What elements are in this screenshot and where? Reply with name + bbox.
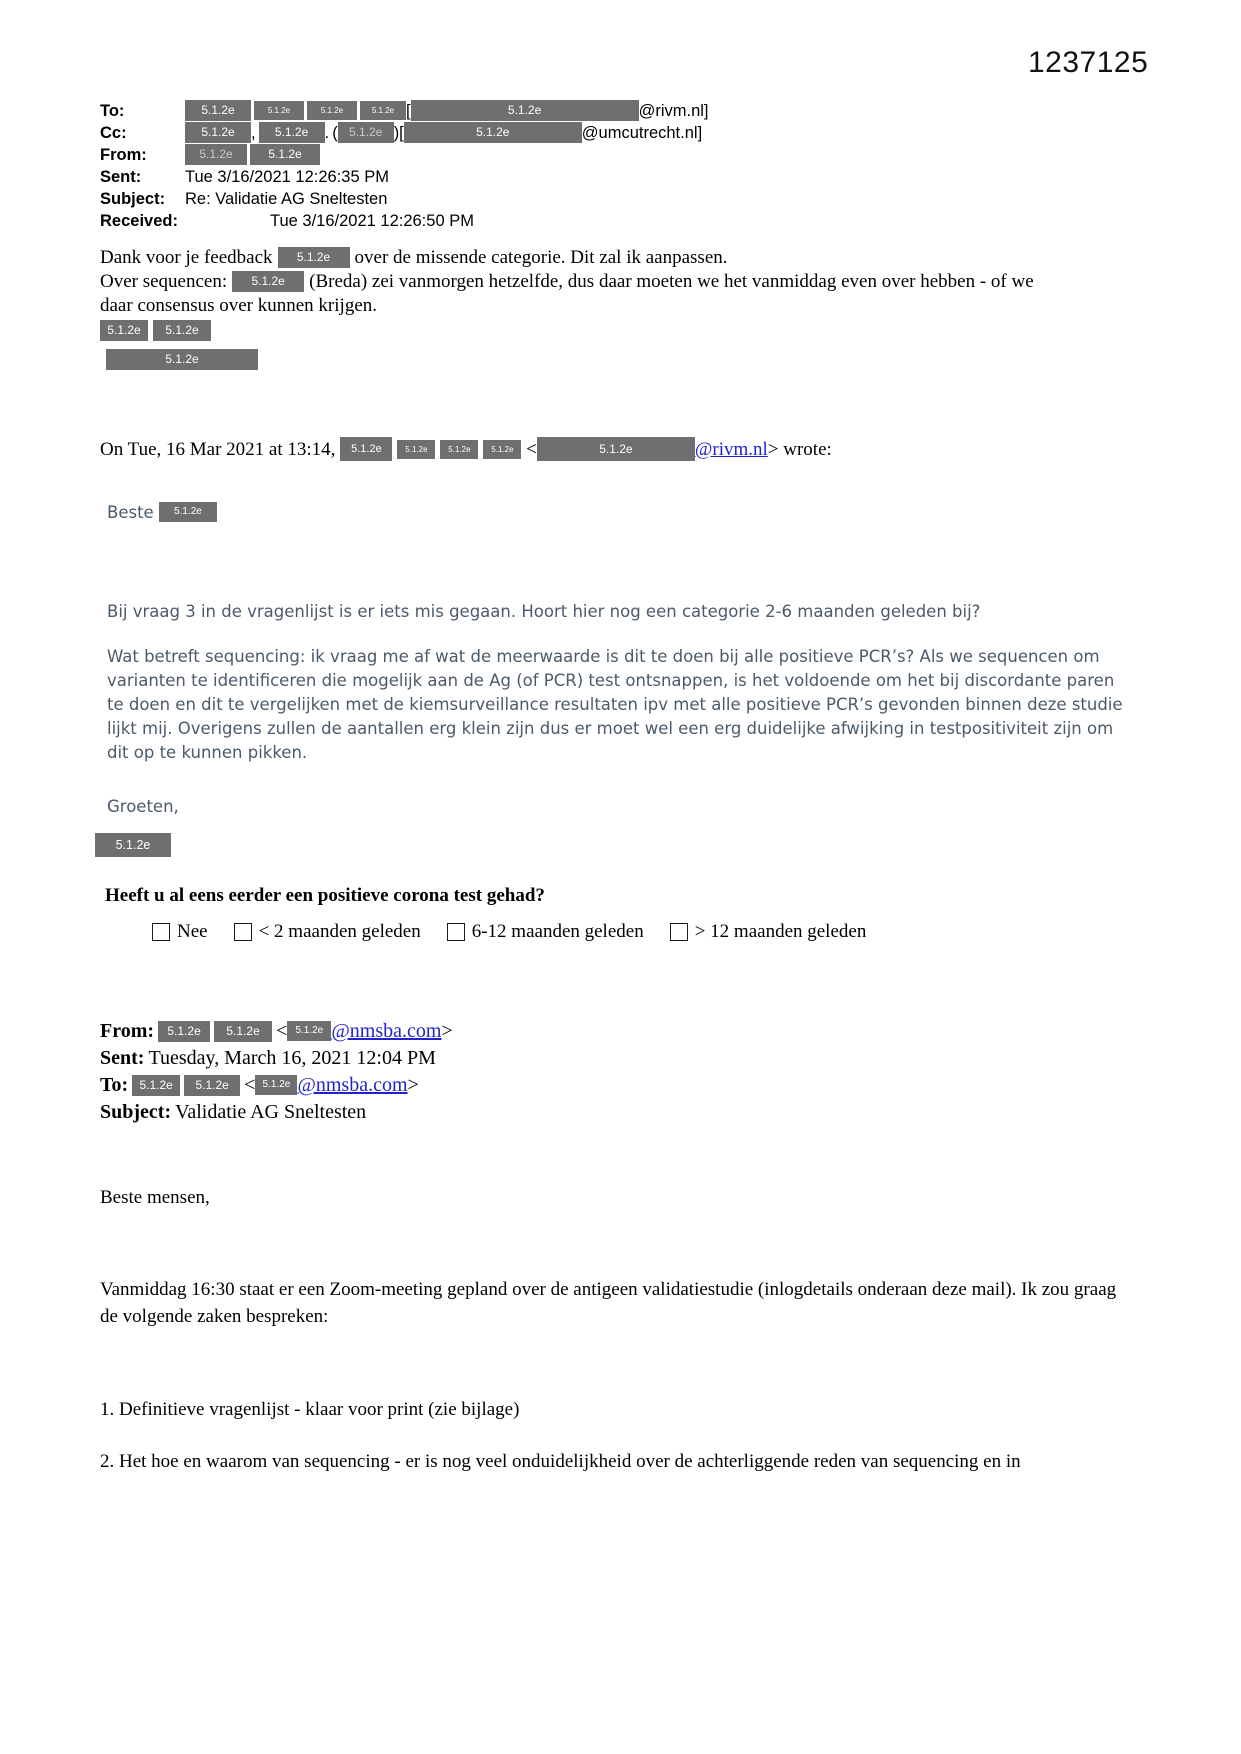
redaction-box: 5.1.2e [360,101,406,120]
option-label: Nee [177,921,208,942]
quoted-paragraph-1: Bij vraag 3 in de vragenlijst is er iets mis gegaan. Hoort hier nog een categorie 2-6 maanden geleden bij? [107,602,981,621]
redaction-box: 5.1.2e [483,440,521,459]
quote-wrote: > wrote: [767,439,832,460]
received-value: Tue 3/16/2021 12:26:50 PM [270,212,474,230]
header-row-cc [100,122,709,144]
redaction-box: 5.1.2e [255,1075,297,1095]
fwd-row-from [100,1018,453,1045]
fwd-to-label: To: [100,1074,129,1096]
redaction-box: 5.1.2e [95,833,171,857]
forwarded-greeting: Beste mensen, [100,1187,210,1208]
body-paragraph-1 [100,246,1110,372]
redaction-box: 5.1.2e [184,1075,240,1096]
fwd-row-sent [100,1045,453,1072]
checkbox-6-12-maanden [447,923,465,941]
forwarded-list-item-2: 2. Het hoe en waarom van sequencing - er is nog veel onduidelijkheid over de achterliggende reden van sequencing en in [100,1451,1021,1472]
cc-open-paren: ( [332,124,338,142]
fwd-sent-label: Sent: [100,1047,145,1069]
fwd-sent-value: Tuesday, March 16, 2021 12:04 PM [148,1047,436,1069]
fwd-from-angle-open: < [276,1020,288,1042]
redaction-box: 5.1.2e [185,144,247,165]
to-domain: @rivm.nl] [638,102,709,120]
redaction-box: 5.1.2e [132,1075,180,1096]
redaction-box: 5.1.2e [338,122,394,143]
document-number: 1237125 [1028,46,1149,79]
body1-line3: daar consensus over kunnen krijgen. [100,295,378,316]
forwarded-list-item-1: 1. Definitieve vragenlijst - klaar voor print (zie bijlage) [100,1399,520,1420]
redaction-box: 5.1.2e [106,349,258,370]
fwd-subject-label: Subject: [100,1101,172,1123]
redaction-box: 5.1.2e [440,440,478,459]
forwarded-email-header [100,1018,453,1126]
sent-label: Sent: [100,168,142,186]
from-label: From: [100,146,147,164]
to-open-bracket: [ [406,102,411,120]
redaction-box: 5.1.2e [537,437,695,461]
fwd-row-subject [100,1099,453,1126]
fwd-to-angle-open: < [244,1074,256,1096]
quoted-paragraph-2: Wat betreft sequencing: ik vraag me af wat de meerwaarde is dit te doen bij alle positieve PCR’s? Als we sequencen om varianten te identificeren die mogelijk aan de Ag (of PCR) test ontsnappen, is het voldoende om het bij discordante paren te doen en dit te vergelijken met de kiemsurveillance resultaten ipv met alle positieve PCR’s gevonden binnen deze studie lijkt mij. Overigens zullen de aantallen erg klein zijn dus er moet wel een erg duidelijke afwijking in testpositiviteit zijn om dit op te kunnen pikken. [107,647,1123,762]
cc-close-paren: )[ [393,124,404,142]
redaction-box: 5.1.2e [100,320,148,341]
email-header [100,100,709,232]
body1-line2: Over sequencen: 5.1.2e (Breda) zei vanmorgen hetzelfde, dus daar moeten we het vanmiddag even over hebben - of we [100,271,1034,292]
redaction-box: 5.1.2e [158,1021,210,1042]
redaction-box: 5.1.2e [254,101,304,120]
header-row-received [100,210,709,232]
nmsba-to-email-link[interactable]: @nmsba.com [297,1074,408,1096]
redaction-box: 5.1.2e [153,320,211,341]
quoted-closing: Groeten, [107,797,179,816]
fwd-to-angle-close: > [407,1074,419,1096]
header-row-from [100,144,709,166]
signature-redaction-wide [106,348,1110,372]
fwd-from-label: From: [100,1020,155,1042]
fwd-row-to [100,1072,453,1099]
cc-comma: , [251,124,256,142]
header-row-sent [100,166,709,188]
cc-label: Cc: [100,124,127,142]
redaction-box: 5.1.2e [185,100,251,121]
sent-value: Tue 3/16/2021 12:26:35 PM [185,168,389,186]
body1-line1: Dank voor je feedback 5.1.2e over de missende categorie. Dit zal ik aanpassen. [100,247,728,268]
signature-redactions [100,319,1110,343]
cc-domain: @umcutrecht.nl] [581,124,703,142]
redaction-box: 5.1.2e [214,1021,272,1042]
angle-open: < [526,439,537,460]
quote-attribution: On Tue, 16 Mar 2021 at 13:14, 5.1.2e 5.1.2e 5.1.2e 5.1.2e < 5.1.2e @rivm.nl> wrote: [100,439,832,460]
option-label: > 12 maanden geleden [694,921,867,942]
option-6-12-maanden [447,920,644,944]
to-label: To: [100,102,125,120]
subject-value: Re: Validatie AG Sneltesten [185,190,388,208]
forwarded-paragraph-1: Vanmiddag 16:30 staat er een Zoom-meeting gepland over de antigeen validatiestudie (inlogdetails onderaan deze mail). Ik zou graag de volgende zaken bespreken: [100,1279,1117,1327]
quoted-greeting-line: Beste 5.1.2e [107,501,217,525]
checkbox-nee [152,923,170,941]
checkbox-gt-12-maanden [670,923,688,941]
redaction-box: 5.1.2e [340,437,392,461]
cc-period: . [324,124,330,142]
redaction-box: 5.1.2e [411,100,639,121]
subject-label: Subject: [100,190,166,208]
redaction-box: 5.1.2e [232,271,304,292]
option-nee [152,920,208,944]
redaction-box: 5.1.2e [404,122,582,143]
option-label: 6-12 maanden geleden [471,921,644,942]
redaction-box: 5.1.2e [250,144,320,165]
redaction-box: 5.1.2e [287,1021,331,1041]
redaction-box: 5.1.2e [397,440,435,459]
header-row-to [100,100,709,122]
quoted-signature-redaction [95,833,171,857]
question-title: Heeft u al eens eerder een positieve corona test gehad? [105,885,545,906]
fwd-from-angle-close: > [441,1020,453,1042]
received-label: Received: [100,212,178,230]
option-label: < 2 maanden geleden [258,921,421,942]
redaction-box: 5.1.2e [185,122,251,143]
question-options [152,920,866,944]
redaction-box: 5.1.2e [159,502,217,522]
redaction-box: 5.1.2e [307,101,357,120]
fwd-subject-value: Validatie AG Sneltesten [175,1101,367,1123]
checkbox-lt-2-maanden [234,923,252,941]
rivm-email-link[interactable]: @rivm.nl [694,439,768,460]
option-gt-12-maanden [670,920,867,944]
questionnaire [105,884,866,944]
nmsba-from-email-link[interactable]: @nmsba.com [331,1020,442,1042]
option-lt-2-maanden [234,920,421,944]
redaction-box: 5.1.2e [278,247,350,268]
header-row-subject [100,188,709,210]
redaction-box: 5.1.2e [259,122,325,143]
